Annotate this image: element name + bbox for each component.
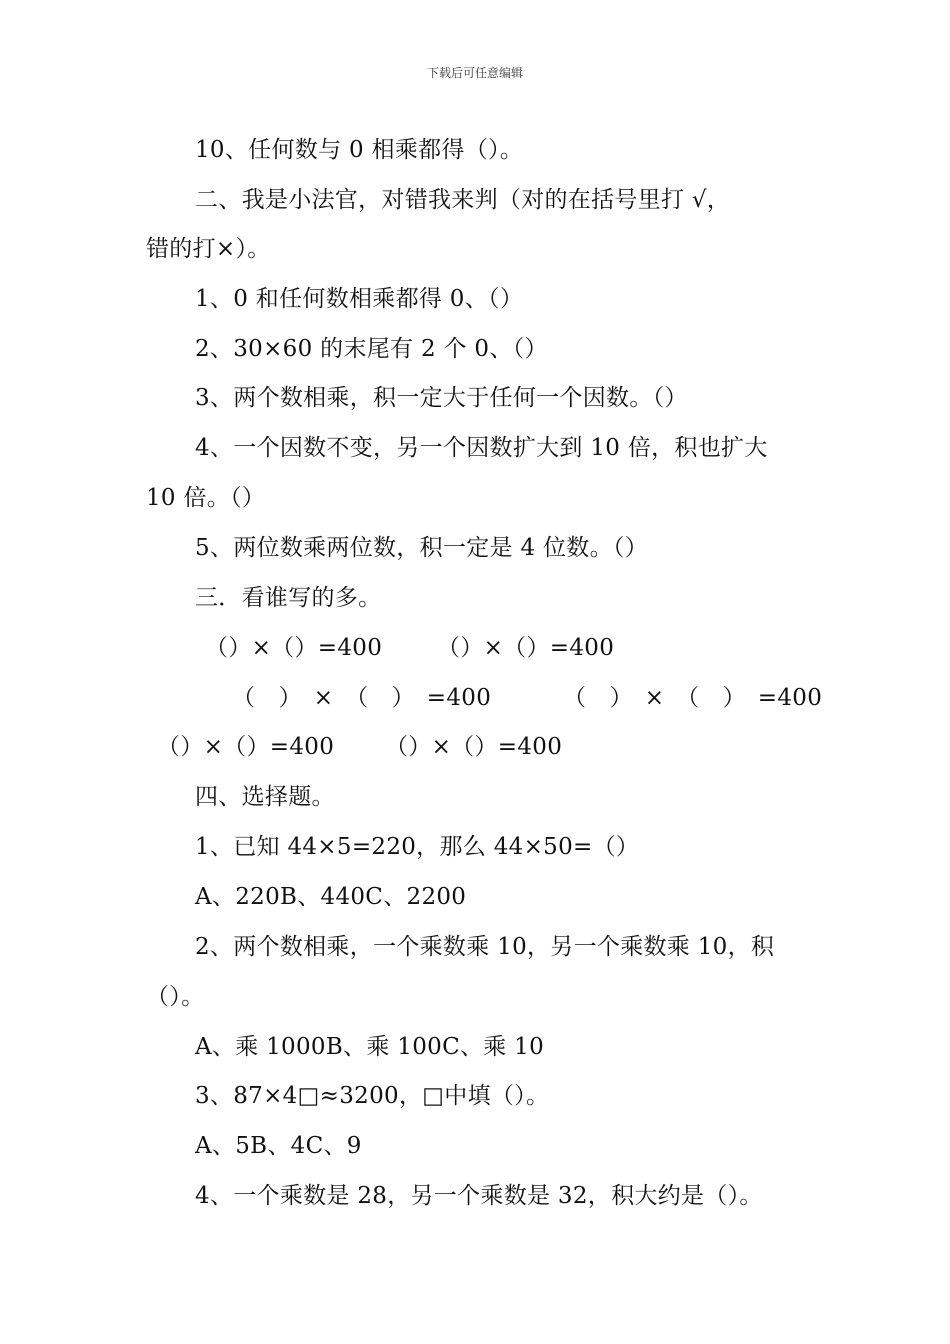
blank-equation: （ ） × （ ） =400 xyxy=(232,685,492,711)
choice-options-3: A、5B、4C、9 xyxy=(195,1133,362,1159)
section-4-heading: 四、选择题。 xyxy=(195,784,335,810)
judge-item-3: 3、两个数相乘，积一定大于任何一个因数。（） xyxy=(195,385,688,411)
blank-equation: （）×（）=400 xyxy=(157,734,335,760)
section-2-heading-continued: 错的打×）。 xyxy=(146,236,271,262)
choice-question-3: 3、87×4□≈3200，□中填（）。 xyxy=(195,1083,550,1109)
judge-item-5: 5、两位数乘两位数，积一定是 4 位数。（） xyxy=(195,535,648,561)
choice-question-2: 2、两个数相乘，一个乘数乘 10，另一个乘数乘 10，积 xyxy=(195,934,775,960)
choice-options-1: A、220B、440C、2200 xyxy=(195,884,467,910)
section-2-heading: 二、我是小法官，对错我来判（对的在括号里打 √， xyxy=(195,187,731,213)
judge-item-4: 4、一个因数不变，另一个因数扩大到 10 倍，积也扩大 xyxy=(195,435,768,461)
judge-item-2: 2、30×60 的末尾有 2 个 0、（） xyxy=(195,336,548,362)
choice-question-4: 4、一个乘数是 28，另一个乘数是 32，积大约是（）。 xyxy=(195,1183,763,1209)
blank-equation: （ ） × （ ） =400 xyxy=(563,685,823,711)
blank-equation: （）×（）=400 xyxy=(385,734,563,760)
question-10-line: 10、任何数与 0 相乘都得（）。 xyxy=(195,137,524,163)
choice-question-1: 1、已知 44×5=220，那么 44×50=（） xyxy=(195,834,640,860)
page-header: 下载后可任意编辑 xyxy=(426,66,523,80)
section-3-heading: 三．看谁写的多。 xyxy=(195,585,382,611)
choice-options-2: A、乘 1000B、乘 100C、乘 10 xyxy=(195,1034,545,1060)
judge-item-1: 1、0 和任何数相乘都得 0、（） xyxy=(195,286,524,312)
blank-equation: （）×（）=400 xyxy=(205,635,383,661)
choice-question-2-continued: （）。 xyxy=(146,984,205,1010)
blank-equation: （）×（）=400 xyxy=(437,635,615,661)
judge-item-4-continued: 10 倍。（） xyxy=(146,485,266,511)
